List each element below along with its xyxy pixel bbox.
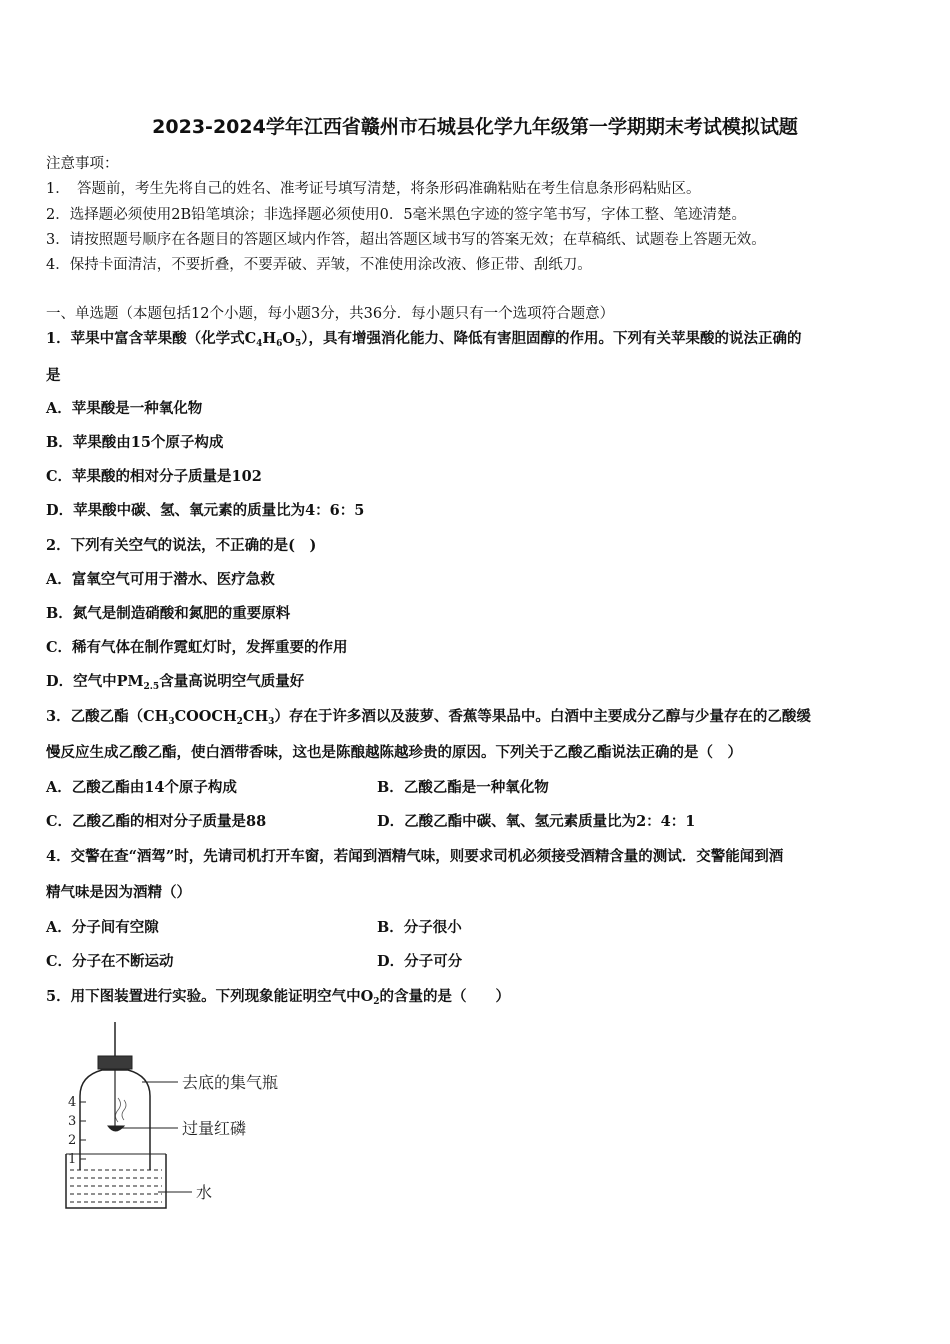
note-item: 1． 答题前，考生先将自己的姓名、准考证号填写清楚，将条形码准确粘贴在考生信息条形码粘贴区。 [46,181,701,197]
note-item: 3．请按照题号顺序在各题目的答题区域内作答，超出答题区域书写的答案无效；在草稿纸、试题卷上答题无效。 [46,232,766,248]
scale-mark: 2 [68,1133,77,1148]
scale-mark: 4 [68,1095,77,1110]
smoke [116,1098,121,1122]
question-4-option-c[interactable]: C．分子在不断运动 [46,953,174,970]
question-2-option-b[interactable]: B．氮气是制造硝酸和氮肥的重要原料 [46,605,291,622]
notes-heading: 注意事项： [46,156,119,172]
question-4-option-b[interactable]: B．分子很小 [377,919,462,936]
question-3-stem-cont: 慢反应生成乙酸乙酯，使白酒带香味，这也是陈酿越陈越珍贵的原因。下列关于乙酸乙酯说法正确的是（ ） [46,744,742,761]
question-1-stem-cont: 是 [46,367,61,384]
question-1-option-d[interactable]: D．苹果酸中碳、氢、氧元素的质量比为4：6：5 [46,502,365,519]
question-3-option-c[interactable]: C．乙酸乙酯的相对分子质量是88 [46,813,267,830]
note-item: 2．选择题必须使用2B铅笔填涂；非选择题必须使用0．5毫米黑色字迹的签字笔书写，字体工整、笔迹清楚。 [46,207,747,223]
label-bottle: 去底的集气瓶 [182,1073,279,1092]
water-trough [66,1154,166,1208]
question-4-option-a[interactable]: A．分子间有空隙 [46,919,159,936]
question-2-option-a[interactable]: A．富氧空气可用于潜水、医疗急救 [46,571,275,588]
label-water: 水 [196,1183,213,1202]
question-3-option-a[interactable]: A．乙酸乙酯由14个原子构成 [46,779,237,796]
smoke [122,1100,126,1120]
question-3-option-b[interactable]: B．乙酸乙酯是一种氧化物 [377,779,549,796]
question-4-stem-cont: 精气味是因为酒精（） [46,884,191,901]
question-2-option-c[interactable]: C．稀有气体在制作霓虹灯时，发挥重要的作用 [46,639,348,656]
question-1-option-a[interactable]: A．苹果酸是一种氧化物 [46,400,203,417]
note-item: 4．保持卡面清洁，不要折叠，不要弄破、弄皱，不准使用涂改液、修正带、刮纸刀。 [46,257,592,273]
section-heading: 一、单选题（本题包括12个小题，每小题3分，共36分．每小题只有一个选项符合题意） [46,306,615,322]
page-title: 2023-2024学年江西省赣州市石城县化学九年级第一学期期末考试模拟试题 [152,116,798,138]
question-1-option-c[interactable]: C．苹果酸的相对分子质量是102 [46,468,262,485]
question-4-stem: 4．交警在查“酒驾”时，先请司机打开车窗，若闻到酒精气味，则要求司机必须接受酒精含量的测试．交警能闻到酒 [46,848,784,865]
question-1-stem: 1．苹果中富含苹果酸（化学式$C_4H_6O_5$），具有增强消化能力、降低有害胆固醇的作用。下列有关苹果酸的说法正确的 [46,330,802,349]
question-3-option-d[interactable]: D．乙酸乙酯中碳、氧、氢元素质量比为2：4：1 [377,813,696,830]
question-4-option-d[interactable]: D．分子可分 [377,953,463,970]
question-2-option-d[interactable]: D．空气中$PM_{2.5}$含量高说明空气质量好 [46,673,305,692]
question-3-stem: 3．乙酸乙酯$(CH_3COOCH_2CH_3)$存在于许多酒以及菠萝、香蕉等果品中。白酒中主要成分乙醇与少量存在的乙酸缓 [46,708,811,727]
question-5-stem: 5．用下图装置进行实验。下列现象能证明空气中$O_2$的含量的是（ ） [46,988,510,1007]
scale-mark: 3 [68,1114,77,1129]
stopper [98,1056,132,1069]
label-phosphorus: 过量红磷 [182,1119,247,1138]
scale-mark: 1 [68,1152,77,1167]
question-1-option-b[interactable]: B．苹果酸由15个原子构成 [46,434,224,451]
apparatus-diagram [58,1018,318,1218]
question-2-stem: 2．下列有关空气的说法，不正确的是( ) [46,537,317,554]
